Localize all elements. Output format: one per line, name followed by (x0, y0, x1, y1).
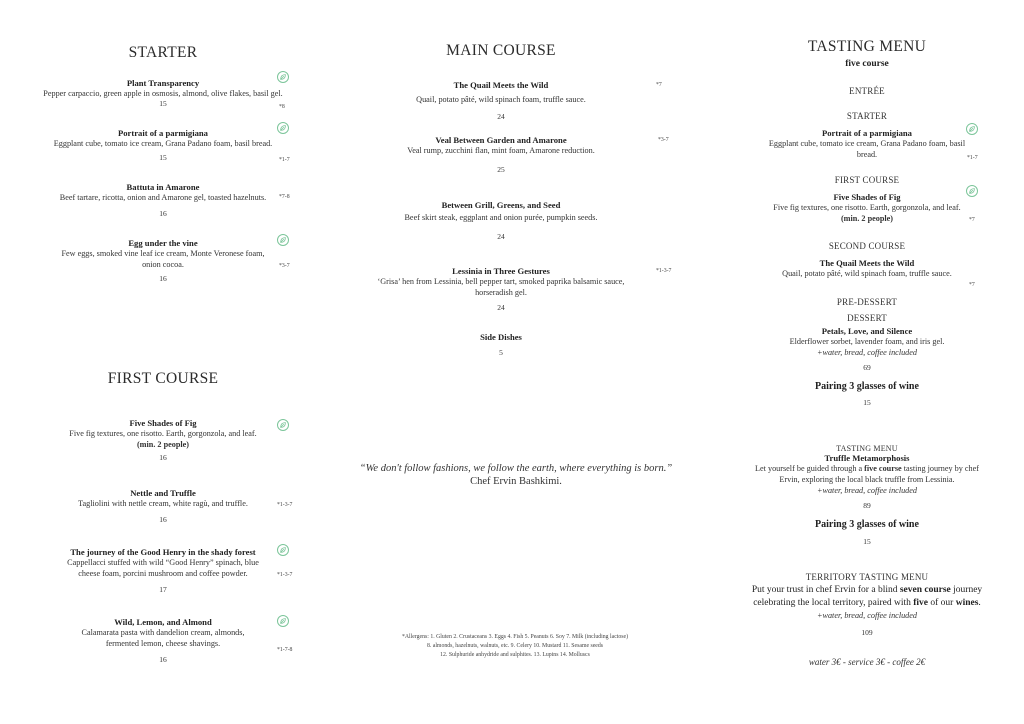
course-label (712, 297, 1022, 307)
dish-name: Egg under the vine (128, 238, 198, 248)
dish-desc: Five fig textures, one risotto. Earth, gorgonzola, and leaf. (773, 203, 961, 212)
vegetarian-leaf-icon (277, 122, 289, 134)
allergen-code: *3-7 (658, 137, 669, 143)
text-part: . (978, 598, 981, 608)
dish-price: 25 (497, 165, 505, 174)
dish-desc: onion cocoa. (142, 260, 184, 269)
vegetarian-leaf-icon (966, 123, 978, 135)
tasting-subtitle: five course (845, 59, 889, 69)
dish-desc: fermented lemon, cheese shavings. (105, 639, 221, 648)
text-part: Put your trust in chef Ervin for a blind (751, 585, 900, 595)
pre-dessert-label: PRE-DESSERT (836, 297, 898, 307)
tasting-title: TASTING MENU (807, 38, 927, 55)
extras-prices: water 3€ - service 3€ - coffee 2€ (808, 657, 926, 667)
wine-pairing-label: Pairing 3 glasses of wine (815, 519, 919, 530)
text-part: of our (928, 598, 956, 608)
course-label (712, 86, 1022, 96)
dish-price: 16 (159, 655, 167, 664)
dish-name: The journey of the Good Henry in the shady forest (70, 547, 256, 557)
dish-price: 24 (497, 232, 505, 241)
starter-section (0, 44, 326, 62)
dish-name: Side Dishes (480, 332, 522, 342)
truffle-price: 89 (863, 501, 871, 510)
territory-line (712, 584, 1022, 597)
course-label (712, 111, 1022, 121)
allergen-code: *1-7 (279, 157, 290, 163)
dish-name: Veal Between Garden and Amarone (435, 135, 567, 145)
main-course-item (346, 266, 656, 312)
text-part: journey (950, 585, 983, 595)
first-course-item (20, 617, 306, 664)
dish-desc: Beef skirt steak, eggplant and onion purée, pumpkin seeds. (404, 213, 598, 222)
main-course-item (346, 135, 656, 174)
first-course-label: FIRST COURSE (834, 175, 900, 185)
dish-desc: Quail, potato pâté, wild spinach foam, truffle sauce. (782, 269, 952, 278)
allergen-code: *1-3-7 (656, 268, 672, 274)
starter-item (20, 182, 306, 218)
second-course-label: SECOND COURSE (828, 241, 906, 251)
dessert-label: DESSERT (847, 313, 887, 323)
dish-price: 24 (497, 303, 505, 312)
entree-label: ENTRÉE (849, 86, 885, 96)
dish-price: 16 (159, 515, 167, 524)
desc-emph: five course (864, 464, 902, 473)
allergen-line: 12. Sulphuride anhydride and sulphites. 13. Lupins 14. Molluscs (440, 652, 590, 658)
allergen-code: *7 (969, 282, 975, 288)
tasting-dessert-item (712, 326, 1022, 372)
first-course-item (20, 488, 306, 524)
main-course-item (346, 200, 656, 241)
dish-price: 16 (159, 209, 167, 218)
tasting-second-item (747, 258, 987, 279)
starter-item (20, 128, 306, 162)
dish-name: Portrait of a parmigiana (118, 128, 208, 138)
wine-pairing-price: 15 (863, 398, 871, 407)
first-course-title: FIRST COURSE (107, 370, 219, 387)
quote-author: Chef Ervin Bashkimi. (470, 476, 562, 487)
dish-name: The Quail Meets the Wild (453, 80, 549, 90)
allergen-code: *7 (656, 82, 662, 88)
dish-name: Five Shades of Fig (833, 192, 901, 202)
vegetarian-leaf-icon (277, 544, 289, 556)
allergen-code: *1-3-7 (277, 502, 293, 508)
allergen-code: *1-3-7 (277, 572, 293, 578)
allergen-code: *8 (279, 104, 285, 110)
dish-desc: Ervin, exploring the local black truffle from Lessinia. (779, 475, 955, 484)
included-extras: +water, bread, coffee included (816, 611, 918, 620)
dish-name: Truffle Metamorphosis (824, 453, 910, 463)
dish-price: 5 (499, 348, 503, 357)
allergen-code: *1-7 (967, 155, 978, 161)
main-course-item (346, 80, 656, 121)
dish-desc: Beef tartare, ricotta, onion and Amarone gel, toasted hazelnuts. (59, 193, 267, 202)
dish-price: 17 (159, 585, 167, 594)
truffle-menu (712, 444, 1022, 510)
wine-pairing-price: 15 (863, 537, 871, 546)
allergen-legend (340, 633, 690, 660)
dish-desc: Cappellacci stuffed with wild “Good Henry” spinach, blue (67, 558, 259, 567)
vegetarian-leaf-icon (277, 615, 289, 627)
dish-desc: Pepper carpaccio, green apple in osmosis, almond, olive flakes, basil gel. (43, 89, 283, 98)
tasting-starter-item (747, 128, 987, 160)
wine-pairing (712, 381, 1022, 407)
vegetarian-leaf-icon (966, 185, 978, 197)
territory-menu (712, 572, 1022, 637)
allergen-line: 8. almonds, hazelnuts, walnuts, etc. 9. Celery 10. Mustard 11. Sesame seeds (426, 643, 604, 649)
dish-desc: Eggplant cube, tomato ice cream, Grana Padano foam, basil (768, 139, 966, 148)
allergen-code: *7 (969, 217, 975, 223)
dish-desc: horseradish gel. (475, 288, 527, 297)
dish-desc: Quail, potato pâté, wild spinach foam, truffle sauce. (416, 95, 586, 104)
dish-name: Portrait of a parmigiana (822, 128, 912, 138)
truffle-label: TASTING MENU (836, 444, 898, 453)
desc-part: Let yourself be guided through a (755, 464, 865, 473)
tasting-menu-section (712, 38, 1022, 69)
dish-desc: Five fig textures, one risotto. Earth, gorgonzola, and leaf. (69, 429, 257, 438)
dish-desc: Elderflower sorbet, lavender foam, and iris gel. (789, 337, 945, 346)
dish-desc: Few eggs, smoked vine leaf ice cream, Monte Veronese foam, (61, 249, 265, 258)
dish-price: 16 (159, 453, 167, 462)
included-extras: +water, bread, coffee included (816, 486, 918, 495)
allergen-code: *7-8 (279, 194, 290, 200)
dish-name: Wild, Lemon, and Almond (114, 617, 212, 627)
course-label (712, 313, 1022, 323)
dish-desc: Eggplant cube, tomato ice cream, Grana Padano foam, basil bread. (53, 139, 273, 148)
starter-item (20, 238, 306, 283)
starter-label: STARTER (846, 111, 888, 121)
text-part: celebrating the local territory, paired with (753, 598, 914, 608)
vegetarian-leaf-icon (277, 234, 289, 246)
included-extras: +water, bread, coffee included (816, 348, 918, 357)
main-course-section (346, 42, 656, 60)
first-course-item (20, 418, 306, 462)
dish-name: Petals, Love, and Silence (821, 326, 913, 336)
dish-desc: cheese foam, porcini mushroom and coffee powder. (78, 569, 248, 578)
allergen-line: *Allergens: 1. Gluten 2. Crustaceans 3. Eggs 4. Fish 5. Peanuts 6. Soy 7. Milk (including lactose) (401, 634, 629, 640)
dish-desc: bread. (856, 150, 878, 159)
dish-name: Five Shades of Fig (129, 418, 197, 428)
vegetarian-leaf-icon (277, 71, 289, 83)
text-emph: five (913, 598, 929, 608)
starter-title: STARTER (128, 44, 198, 61)
wine-pairing (712, 519, 1022, 546)
chef-quote (336, 463, 696, 487)
dish-name: Lessinia in Three Gestures (452, 266, 550, 276)
quote-text: “We don't follow fashions, we follow the earth, where everything is born.” (359, 463, 673, 474)
dish-desc: Tagliolini with nettle cream, white ragù, and truffle. (78, 499, 248, 508)
dish-name: Plant Transparency (126, 78, 200, 88)
vegetarian-leaf-icon (277, 419, 289, 431)
text-emph: seven course (899, 585, 951, 595)
tasting-price: 69 (863, 363, 871, 372)
wine-pairing-label: Pairing 3 glasses of wine (815, 381, 919, 392)
territory-price: 109 (861, 628, 873, 637)
dish-note: (min. 2 people) (136, 440, 190, 449)
allergen-code: *1-7-8 (277, 647, 293, 653)
dish-name: Battuta in Amarone (126, 182, 200, 192)
desc-part: tasting journey by chef (901, 464, 979, 473)
dish-price: 24 (497, 112, 505, 121)
main-course-title: MAIN COURSE (446, 42, 556, 59)
text-emph: wines (955, 598, 979, 608)
course-label (712, 241, 1022, 251)
tasting-first-item (747, 192, 987, 224)
dish-price: 16 (159, 274, 167, 283)
dish-price: 15 (159, 153, 167, 162)
dish-note: (min. 2 people) (840, 214, 894, 223)
allergen-code: *3-7 (279, 263, 290, 269)
course-label (712, 175, 1022, 185)
territory-line (712, 597, 1022, 610)
dish-name: The Quail Meets the Wild (819, 258, 915, 268)
dish-desc: Veal rump, zucchini flan, mint foam, Amarone reduction. (407, 146, 595, 155)
main-course-item (346, 332, 656, 357)
starter-item (20, 78, 306, 108)
dish-name: Between Grill, Greens, and Seed (441, 200, 561, 210)
footer-extras (712, 657, 1022, 668)
first-course-item (20, 547, 306, 594)
dish-desc: ‘Grisa’ hen from Lessinia, bell pepper tart, smoked paprika balsamic sauce, (377, 277, 625, 286)
dish-desc: Calamarata pasta with dandelion cream, almonds, (81, 628, 245, 637)
truffle-desc (712, 463, 1022, 474)
dish-name: Nettle and Truffle (130, 488, 196, 498)
territory-title: TERRITORY TASTING MENU (805, 572, 929, 582)
dish-price: 15 (159, 99, 167, 108)
first-course-section (0, 370, 326, 388)
